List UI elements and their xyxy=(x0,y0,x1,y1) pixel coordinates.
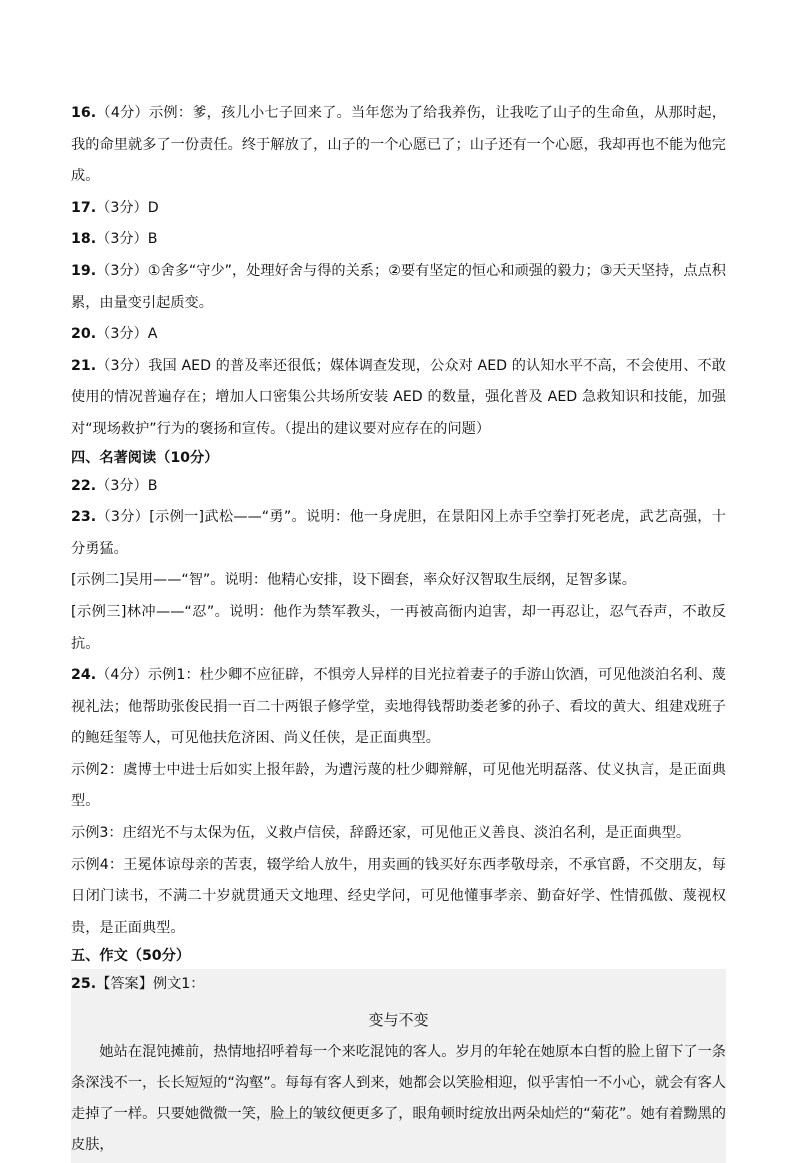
answer-18: 18.（3分）B xyxy=(71,231,158,248)
essay-paragraph: 她站在混饨摊前，热情地招呼着每一个来吃混饨的客人。岁月的年轮在她原本白皙的脸上留下了一条条深浅不一，长长短短的“沟壑”。每每有客人到来，她都会以笑脸相迎，似乎害怕一不小心，就会有客人走掉了一样。只要她微微一笑，脸上的皱纹便更多了，眼角顿时绽放出两朵灿烂的“菊花”。她有着黝黑的皮肤， xyxy=(71,1044,726,1154)
answer-16: 16.（4分）示例：爹，孩儿小七子回来了。当年您为了给我养伤，让我吃了山子的生命鱼，从那时起，我的命里就多了一份责任。终于解放了，山子的一个心愿已了；山子还有一个心愿，我却再也不能为他完成。 xyxy=(71,105,726,185)
document-page xyxy=(71,98,726,1163)
section-title-4: 四、名著阅读（10分） xyxy=(71,449,219,466)
answer-19: 19.（3分）①舍多“守少”，处理好舍与得的关系；②要有坚定的恒心和顽强的毅力；③天天坚持，点点积累，由量变引起质变。 xyxy=(71,262,726,311)
essay-answer-block xyxy=(71,969,726,1163)
answer-25-head: 25.【答案】例文1： xyxy=(71,976,205,993)
answer-24-example-4: 示例4：王冕体谅母亲的苦衷，辍学给人放牛，用卖画的钱买好东西孝敬母亲，不承官爵，不交朋友，每日闭门读书，不满二十岁就贯通天文地理、经史学问，可见他懂事孝亲、勤奋好学、性情孤傲、蔑视权贵，是正面典型。 xyxy=(71,856,726,936)
answer-23-example-2: [示例二]吴用——“智”。说明：他精心安排，设下圈套，率众好汉智取生辰纲，足智多谋。 xyxy=(71,572,636,589)
answer-24: 24.（4分）示例1：杜少卿不应征辟，不惧旁人异样的目光拉着妻子的手游山饮酒，可见他淡泊名利、蔑视礼法；他帮助张俊民捐一百二十两银子修学堂，卖地得钱帮助娄老爹的孙子、看坟的黄大、组建戏班子的鲍廷玺等人，可见他扶危济困、尚义任侠，是正面典型。 xyxy=(71,667,726,747)
answer-22: 22.（3分）B xyxy=(71,477,158,494)
answer-23: 23.（3分）[示例一]武松——“勇”。说明：他一身虎胆，在景阳冈上赤手空拳打死老虎，武艺高强，十分勇猛。 xyxy=(71,509,726,557)
answer-24-example-2: 示例2：虞博士中进士后如实上报年龄，为遭污蔑的杜少卿辩解，可见他光明磊落、仗义执言，是正面典型。 xyxy=(71,761,726,810)
answer-20: 20.（3分）A xyxy=(71,326,158,343)
answer-23-example-3: [示例三]林冲——“忍”。说明：他作为禁军教头，一再被高衙内迫害，却一再忍让，忍气吞声，不敢反抗。 xyxy=(71,603,726,652)
answer-17: 17.（3分）D xyxy=(71,199,159,216)
answer-24-example-3: 示例3：庄绍光不与太保为伍，义救卢信侯，辞爵还家，可见他正义善良、淡泊名利，是正面典型。 xyxy=(71,825,691,842)
section-title-5: 五、作文（50分） xyxy=(71,948,191,965)
essay-title: 变与不变 xyxy=(368,1011,429,1030)
answer-21: 21.（3分）我国 AED 的普及率还很低；媒体调查发现，公众对 AED 的认知水平不高，不会使用、不敢使用的情况普遍存在；增加人口密集公共场所安装 AED 的数量，强化普及 AED 急救知识和技能，加强对“现场救护”行为的褒扬和宣传。（提出的建议要对应存在的问题） xyxy=(71,357,726,437)
